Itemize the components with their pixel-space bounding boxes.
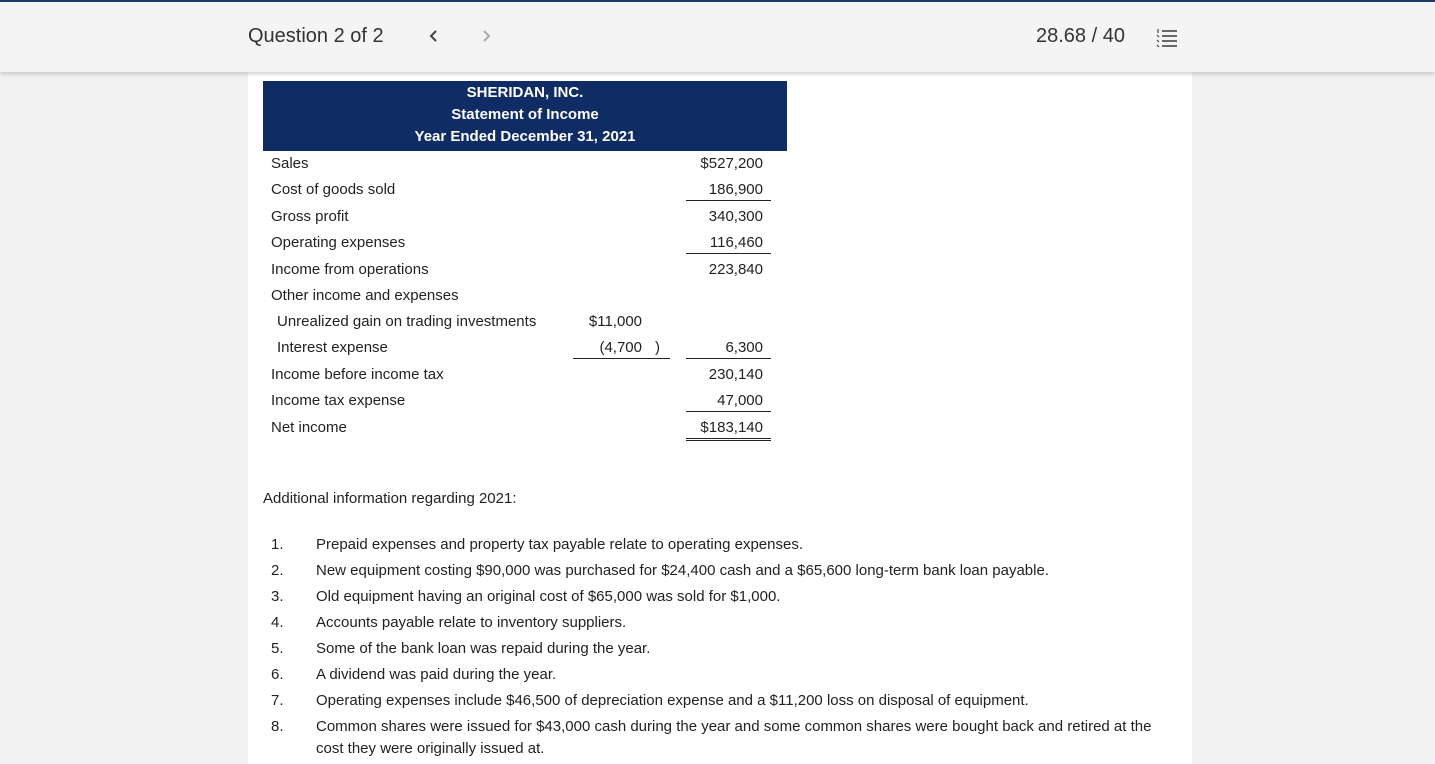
next-question-button[interactable] [474,24,498,48]
row-value: 116,460 [686,234,771,254]
item-text: Operating expenses include $46,500 of depreciation expense and a $11,200 loss on disposal of equipment. [316,692,1029,709]
item-text: A dividend was paid during the year. [316,666,557,683]
row-label: Net income [271,419,347,436]
item-number: 6. [271,666,284,683]
statement-row-sales [248,151,1192,177]
closing-parenthesis: ) [655,339,660,356]
row-label: Income tax expense [271,392,406,409]
statement-title: Statement of Income [451,106,599,123]
item-number: 3. [271,588,284,605]
numbered-list-icon [1155,27,1179,49]
row-value: 186,900 [686,181,771,201]
row-value: 340,300 [708,208,763,225]
row-value: $527,200 [700,155,763,172]
item-number: 8. [271,718,284,735]
chevron-right-icon [480,28,492,44]
statement-row-operating-expenses [248,230,1192,256]
previous-question-button[interactable] [422,24,446,48]
row-label: Income before income tax [271,366,444,383]
statement-header [263,81,787,151]
row-label: Other income and expenses [271,287,459,304]
item-number: 1. [271,536,284,553]
row-label: Sales [271,155,309,172]
item-text: Prepaid expenses and property tax payable relate to operating expenses. [316,536,803,553]
row-value: 230,140 [708,366,763,383]
statement-row-income-tax-expense [248,388,1192,414]
row-subvalue: (4,700 [573,339,670,359]
statement-row-net-income [248,415,1192,441]
question-header [0,2,1435,72]
row-value: $183,140 [686,419,771,441]
additional-info-heading: Additional information regarding 2021: [263,490,517,507]
statement-row-other-income [248,283,1192,309]
item-text: New equipment costing $90,000 was purchased for $24,400 cash and a $65,600 long-term bank loan payable. [316,562,1049,579]
statement-row-cogs [248,177,1192,203]
company-name: SHERIDAN, INC. [466,84,584,101]
row-value: 47,000 [686,392,771,412]
row-value: 223,840 [708,261,763,278]
item-number: 4. [271,614,284,631]
question-list-button[interactable] [1155,27,1179,49]
row-label: Gross profit [271,208,349,225]
statement-row-income-from-operations [248,257,1192,283]
row-subvalue: $11,000 [588,313,642,330]
statement-row-interest-expense [248,335,1192,361]
item-text: Accounts payable relate to inventory suppliers. [316,614,627,631]
row-label: Unrealized gain on trading investments [277,313,537,330]
score-display: 28.68 / 40 [1036,25,1125,47]
item-text: Some of the bank loan was repaid during the year. [316,640,651,657]
question-content-panel [248,72,1192,764]
statement-row-unrealized-gain [248,309,1192,335]
statement-period: Year Ended December 31, 2021 [414,128,636,145]
item-text: Old equipment having an original cost of $65,000 was sold for $1,000. [316,588,781,605]
row-value: 6,300 [686,339,771,359]
item-text: Common shares were issued for $43,000 cash during the year and some common shares were bought back and retired at the cost they were originally issued at. [316,718,1152,757]
question-counter: Question 2 of 2 [248,25,384,47]
row-label: Interest expense [277,339,388,356]
chevron-left-icon [428,28,440,44]
row-label: Cost of goods sold [271,181,396,198]
statement-row-income-before-tax [248,362,1192,388]
statement-row-gross-profit [248,204,1192,230]
item-number: 5. [271,640,284,657]
item-number: 7. [271,692,284,709]
item-number: 2. [271,562,284,579]
row-label: Income from operations [271,261,429,278]
row-label: Operating expenses [271,234,406,251]
